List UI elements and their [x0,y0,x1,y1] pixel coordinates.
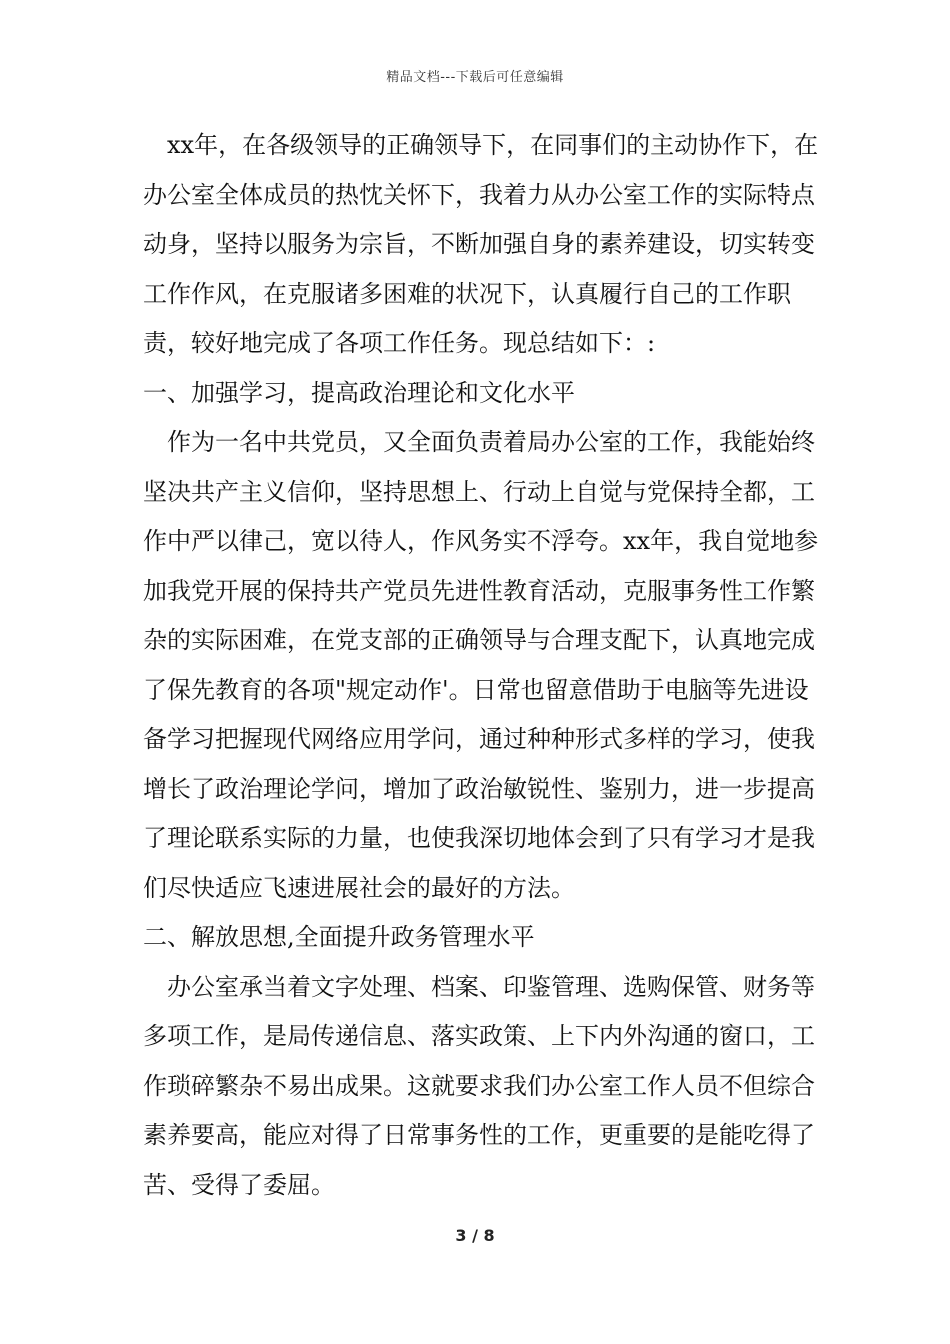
paragraph-office [143,963,825,1211]
page-header: 精品文档---下载后可任意编辑 [386,70,564,85]
section-heading-1 [143,369,825,419]
section-heading-2 [143,913,825,963]
paragraph-text: 作为一名中共党员，又全面负责着局办公室的工作，我能始终坚决共产主义信仰，坚持思想上、行动上自觉与党保持全都，工作中严以律己，宽以待人，作风务实不浮夸。xx年，我自觉地参加我党开展的保持共产党员先进性教育活动，克服事务性工作繁杂的实际困难，在党支部的正确领导与合理支配下，认真地完成了保先教育的各项"规定动作'。日常也留意借助于电脑等先进设备学习把握现代网络应用学问，通过种种形式多样的学习，使我增长了政治理论学问，增加了政治敏锐性、鉴别力，进一步提高了理论联系实际的力量，也使我深切地体会到了只有学习才是我们尽快适应飞速进展社会的最好的方法。 [143,428,819,902]
paragraph-intro [143,121,825,369]
paragraph-study [143,418,825,913]
document-body [143,121,825,1210]
heading-text: 一、加强学习，提高政治理论和文化水平 [143,378,575,407]
paragraph-text: 办公室承当着文字处理、档案、印鉴管理、选购保管、财务等多项工作，是局传递信息、落实政策、上下内外沟通的窗口，工作琐碎繁杂不易出成果。这就要求我们办公室工作人员不但综合素养要高，能应对得了日常事务性的工作，更重要的是能吃得了苦、受得了委屈。 [143,972,815,1199]
heading-text: 二、解放思想,全面提升政务管理水平 [143,923,535,951]
page-number: 3 / 8 [455,1226,495,1245]
paragraph-text: xx年，在各级领导的正确领导下，在同事们的主动协作下，在办公室全体成员的热忱关怀下，我着力从办公室工作的实际特点动身，坚持以服务为宗旨，不断加强自身的素养建设，切实转变工作作风，在克服诸多困难的状况下，认真履行自己的工作职责，较好地完成了各项工作任务。现总结如下：: [143,131,819,357]
